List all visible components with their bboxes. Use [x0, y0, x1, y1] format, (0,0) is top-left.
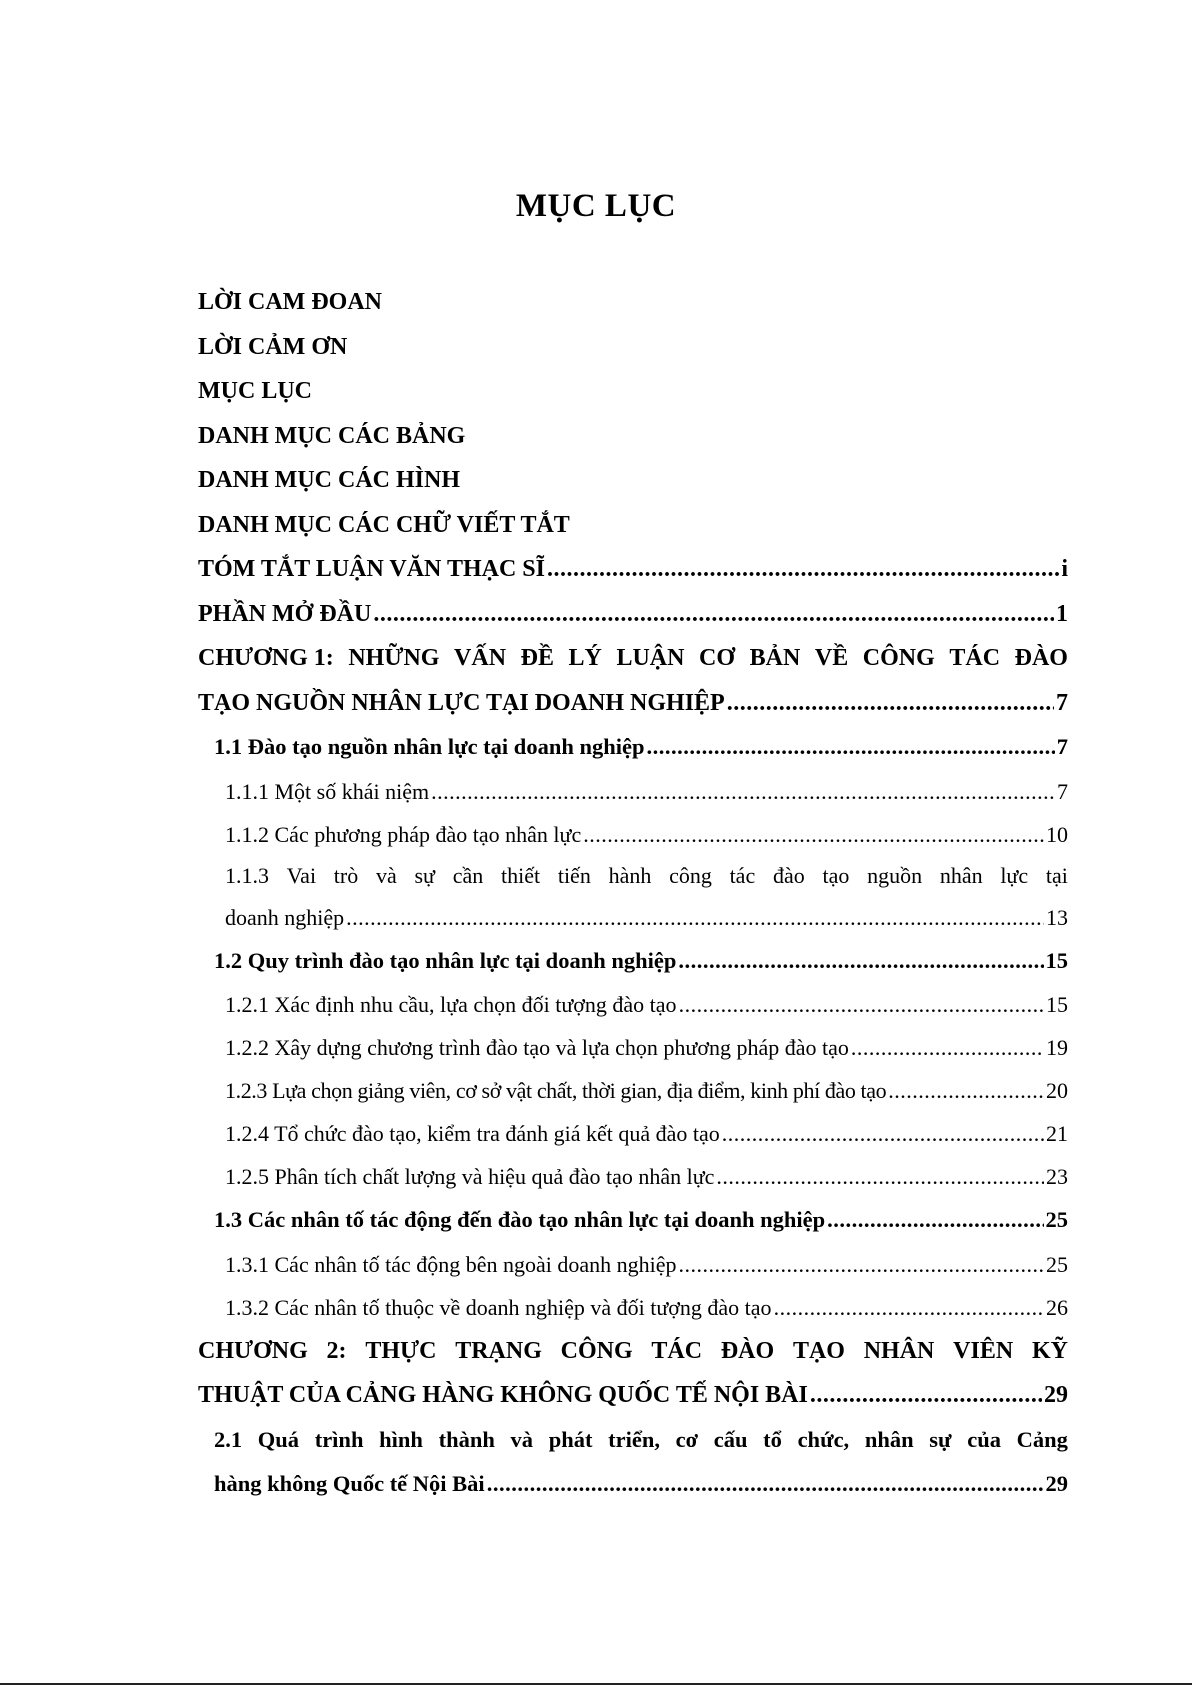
toc-word: CƠ [699, 645, 736, 671]
toc-entry-text: 1.2.2 Xây dựng chương trình đào tạo và lựa chọn phương pháp đào tạo [225, 1035, 849, 1060]
toc-entry-1-2-4[interactable] [198, 1112, 1068, 1155]
toc-entry-1-3-1[interactable] [198, 1243, 1068, 1286]
toc-word: của [967, 1426, 1001, 1452]
toc-word: nhân [864, 1426, 914, 1452]
toc-entry-text: DANH MỤC CÁC BẢNG [198, 422, 466, 449]
toc-entry-tom-tat[interactable] [198, 547, 1068, 592]
dot-leader [851, 1026, 1044, 1069]
toc-entry-text: TẠO NGUỒN NHÂN LỰC TẠI DOANH NGHIỆP [198, 689, 725, 716]
dot-leader [774, 1286, 1044, 1329]
toc-page-number: 21 [1046, 1121, 1068, 1146]
toc-entry-1-3-2[interactable] [198, 1286, 1068, 1329]
toc-word: ĐÀO [720, 1337, 775, 1364]
toc-word: CÔNG [862, 645, 935, 671]
toc-entry-line-1 [225, 856, 1068, 896]
toc-entry-text: PHẦN MỞ ĐẦU [198, 600, 372, 627]
toc-entry-text: 1.1.2 Các phương pháp đào tạo nhân lực [225, 821, 582, 847]
toc-word: và [375, 862, 397, 888]
toc-word: CHƯƠNG [198, 1337, 308, 1364]
dot-leader [679, 1243, 1044, 1286]
toc-word: ĐÀO [1014, 645, 1068, 671]
toc-page-number: 19 [1046, 1035, 1068, 1060]
dot-leader [547, 547, 1059, 592]
toc-word: LUẬN [616, 645, 685, 671]
toc-entry-danh-muc-chu-viet-tat[interactable] [198, 503, 1068, 548]
toc-entry-text: 1.2.1 Xác định nhu cầu, lựa chọn đối tượng đào tạo [225, 992, 677, 1017]
toc-entry-2-1[interactable] [198, 1418, 1068, 1507]
toc-page-number: 7 [1056, 734, 1068, 759]
toc-page-number: i [1061, 556, 1068, 582]
toc-page-number: 15 [1046, 992, 1068, 1017]
toc-word: TRẠNG [455, 1337, 542, 1364]
dot-leader [487, 1462, 1044, 1507]
toc-word: ĐỀ [520, 645, 554, 671]
toc-entry-text: 1.2.3 Lựa chọn giảng viên, cơ sở vật chất, thời gian, địa điểm, kinh phí đào tạo [225, 1078, 887, 1103]
toc-entry-text: 1.3.1 Các nhân tố tác động bên ngoài doanh nghiệp [225, 1251, 677, 1277]
toc-page-number: 13 [1046, 904, 1068, 930]
toc-word: trình [314, 1426, 364, 1452]
toc-entry-1-2-1[interactable] [198, 983, 1068, 1026]
toc-page-number: 7 [1056, 689, 1068, 716]
toc-entry-1-1[interactable] [198, 725, 1068, 770]
dot-leader [810, 1373, 1042, 1418]
toc-entry-1-1-3[interactable] [198, 856, 1068, 939]
toc-page-number: 1 [1056, 600, 1068, 627]
dot-leader [346, 896, 1044, 939]
toc-entry-loi-cam-doan[interactable] [198, 280, 1068, 325]
toc-word: phát [548, 1426, 593, 1452]
toc-word: KỸ [1031, 1337, 1068, 1364]
toc-word: thành [438, 1426, 495, 1452]
toc-word: 1.1.3 [225, 862, 269, 888]
toc-entry-text: THUẬT CỦA CẢNG HÀNG KHÔNG QUỐC TẾ NỘI BÀI [198, 1382, 808, 1408]
toc-word: thiết [500, 862, 541, 888]
toc-word: 2: [326, 1337, 347, 1364]
toc-word: VẤN [454, 645, 507, 671]
dot-leader [678, 939, 1043, 984]
toc-word: TẠO [792, 1337, 845, 1364]
dot-leader [373, 592, 1054, 637]
table-of-contents [198, 280, 1068, 1507]
toc-word: Quá [257, 1426, 300, 1452]
toc-entry-danh-muc-bang[interactable] [198, 414, 1068, 459]
toc-entry-text: LỜI CAM ĐOAN [198, 289, 382, 315]
toc-word: hành [608, 862, 652, 888]
toc-entry-text: 1.2.5 Phân tích chất lượng và hiệu quả đào tạo nhân lực [225, 1164, 715, 1189]
toc-word: nguồn [867, 862, 923, 888]
toc-word: và [510, 1426, 534, 1452]
toc-word: cấu [713, 1426, 748, 1452]
toc-entry-1-2-2[interactable] [198, 1026, 1068, 1069]
dot-leader [431, 770, 1055, 813]
dot-leader [888, 1069, 1044, 1112]
toc-word: lực [1000, 862, 1029, 888]
dot-leader [827, 1198, 1043, 1243]
toc-word: LÝ [568, 645, 602, 671]
toc-page-number: 29 [1045, 1471, 1068, 1496]
toc-entry-text: TÓM TẮT LUẬN VĂN THẠC SĨ [198, 556, 545, 582]
toc-page-number: 10 [1046, 821, 1068, 847]
toc-entry-1-2[interactable] [198, 939, 1068, 984]
toc-entry-loi-cam-on[interactable] [198, 325, 1068, 370]
toc-word: trò [333, 862, 359, 888]
toc-entry-muc-luc[interactable] [198, 369, 1068, 414]
page-title: MỤC LỤC [515, 188, 677, 224]
toc-entry-1-1-2[interactable] [198, 813, 1068, 856]
dot-leader [647, 725, 1055, 770]
toc-entry-line-1 [198, 1329, 1068, 1374]
toc-word: chức, [797, 1426, 850, 1452]
toc-entry-text: 1.1.1 Một số khái niệm [225, 778, 430, 804]
toc-entry-chuong-1[interactable] [198, 636, 1068, 725]
toc-word: nhân [939, 862, 983, 888]
toc-entry-danh-muc-hinh[interactable] [198, 458, 1068, 503]
toc-word: cần [452, 862, 484, 888]
toc-word: THỰC [365, 1337, 437, 1364]
toc-word: TÁC [651, 1337, 703, 1364]
toc-entry-text: 1.3 Các nhân tố tác động đến đào tạo nhân lực tại doanh nghiệp [214, 1207, 826, 1232]
dot-leader [679, 983, 1044, 1026]
toc-word: công [669, 862, 712, 888]
toc-word: CÔNG [560, 1337, 633, 1364]
toc-word: sự [929, 1426, 952, 1452]
toc-word: tại [1045, 862, 1068, 888]
toc-entry-text: DANH MỤC CÁC CHỮ VIẾT TẮT [198, 511, 570, 538]
toc-page-number: 25 [1045, 1207, 1068, 1232]
toc-word: tổ [763, 1426, 782, 1452]
dot-leader [583, 813, 1044, 856]
toc-word: BẢN [749, 645, 801, 671]
toc-word: NHÂN [863, 1337, 935, 1364]
toc-word: tiến [557, 862, 591, 888]
dot-leader [722, 1112, 1044, 1155]
toc-entry-text: 1.2 Quy trình đào tạo nhân lực tại doanh nghiệp [214, 947, 677, 973]
toc-entry-1-2-5[interactable] [198, 1155, 1068, 1198]
toc-page-number: 7 [1057, 778, 1068, 804]
toc-entry-1-2-3[interactable] [198, 1069, 1068, 1112]
toc-entry-text: LỜI CẢM ƠN [198, 333, 348, 360]
toc-entry-chuong-2[interactable] [198, 1329, 1068, 1418]
toc-entry-1-1-1[interactable] [198, 770, 1068, 813]
toc-page-number: 20 [1046, 1078, 1068, 1103]
toc-page-number: 15 [1045, 947, 1068, 973]
toc-entry-text: 1.3.2 Các nhân tố thuộc về doanh nghiệp và đối tượng đào tạo [225, 1294, 772, 1320]
toc-page-number: 25 [1046, 1251, 1068, 1277]
toc-word: Cảng [1016, 1426, 1068, 1452]
toc-word: TÁC [949, 645, 1001, 671]
toc-entry-line-1 [198, 636, 1068, 681]
toc-word: Vai [286, 862, 317, 888]
toc-word: VIÊN [953, 1337, 1014, 1364]
toc-entry-text: MỤC LỤC [198, 378, 312, 404]
toc-word: tác [729, 862, 756, 888]
toc-word: tạo [822, 862, 850, 888]
dot-leader [727, 681, 1054, 726]
toc-word: cơ [675, 1426, 699, 1452]
toc-entry-text: doanh nghiệp [225, 904, 345, 930]
toc-entry-text: hàng không Quốc tế Nội Bài [214, 1471, 485, 1496]
toc-entry-text: 1.1 Đào tạo nguồn nhân lực tại doanh nghiệp [214, 734, 645, 759]
toc-word: hình [379, 1426, 423, 1452]
toc-entry-text: 1.2.4 Tổ chức đào tạo, kiểm tra đánh giá kết quả đào tạo [225, 1121, 720, 1146]
toc-word: CHƯƠNG 1: [198, 645, 334, 671]
toc-page-number: 26 [1046, 1294, 1068, 1320]
toc-word: đào [772, 862, 805, 888]
toc-word: triển, [608, 1426, 660, 1452]
toc-entry-phan-mo-dau[interactable] [198, 592, 1068, 637]
toc-entry-line-1 [214, 1418, 1068, 1463]
toc-entry-1-3[interactable] [198, 1198, 1068, 1243]
toc-page-number: 23 [1046, 1164, 1068, 1189]
toc-word: 2.1 [214, 1426, 243, 1452]
toc-word: VỀ [814, 645, 849, 671]
toc-word: sự [414, 862, 435, 888]
toc-entry-text: DANH MỤC CÁC HÌNH [198, 467, 460, 493]
dot-leader [716, 1155, 1044, 1198]
toc-word: NHỮNG [348, 645, 440, 671]
toc-page-number: 29 [1044, 1382, 1068, 1408]
